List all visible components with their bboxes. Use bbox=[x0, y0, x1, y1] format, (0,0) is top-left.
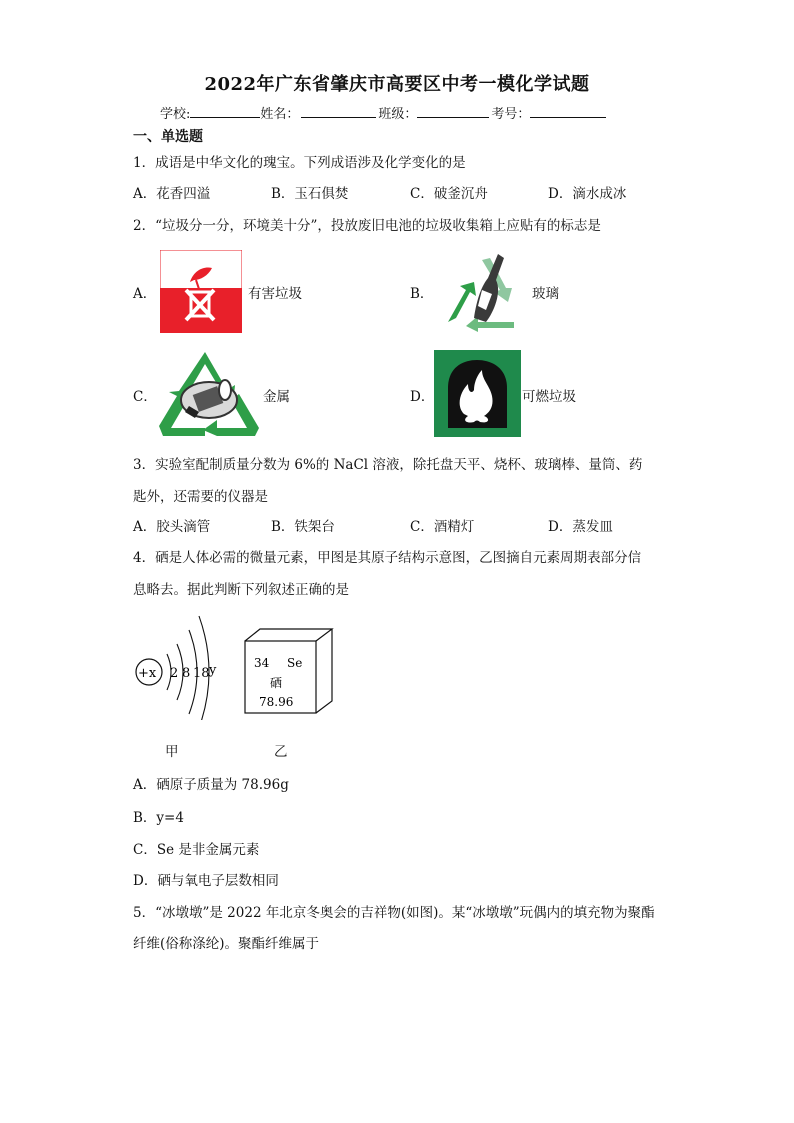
glass-recycle-icon[interactable] bbox=[438, 250, 524, 332]
section-heading: 一、单选题 bbox=[133, 129, 203, 145]
shell-3-electrons: 18 bbox=[193, 666, 210, 681]
q4-stem-line2: 息略去。据此判断下列叙述正确的是 bbox=[133, 582, 349, 598]
q5-stem-line2: 纤维(俗称涤纶)。聚酯纤维属于 bbox=[133, 936, 320, 952]
q1-stem: 1．成语是中华文化的瑰宝。下列成语涉及化学变化的是 bbox=[133, 155, 466, 171]
diagram-caption-jia: 甲 bbox=[165, 744, 179, 760]
class-label: 班级： bbox=[378, 107, 418, 122]
shell-1-electrons: 2 bbox=[170, 666, 179, 681]
combustible-waste-icon[interactable] bbox=[434, 350, 521, 437]
q2-option-b-prefix[interactable]: B． bbox=[410, 286, 434, 302]
q4-option-c[interactable]: C．Se 是非金属元素 bbox=[133, 842, 260, 858]
q2-option-d-prefix[interactable]: D． bbox=[410, 389, 435, 405]
q3-stem-line2: 匙外，还需要的仪器是 bbox=[133, 489, 268, 505]
atom-structure-diagram bbox=[133, 610, 233, 720]
q2-option-b-label: 玻璃 bbox=[532, 286, 559, 302]
q1-option-c[interactable]: C．破釜沉舟 bbox=[410, 186, 488, 202]
name-label: 姓名： bbox=[260, 107, 300, 122]
q2-stem: 2．“垃圾分一分，环境美十分”，投放废旧电池的垃圾收集箱上应贴有的标志是 bbox=[133, 218, 601, 234]
q4-option-d[interactable]: D．硒与氧电子层数相同 bbox=[133, 873, 279, 889]
exam-no-label: 考号： bbox=[491, 107, 531, 122]
q3-option-b[interactable]: B．铁架台 bbox=[271, 519, 335, 535]
shell-2-electrons: 8 bbox=[182, 666, 191, 681]
q1-option-d[interactable]: D．滴水成冰 bbox=[548, 186, 627, 202]
q1-option-a[interactable]: A．花香四溢 bbox=[133, 186, 211, 202]
q3-option-a[interactable]: A．胶头滴管 bbox=[133, 519, 211, 535]
q2-option-d-label: 可燃垃圾 bbox=[522, 389, 576, 405]
q5-stem-line1: 5．“冰墩墩”是 2022 年北京冬奥会的吉祥物(如图)。某“冰墩墩”玩偶内的填充物为聚酯 bbox=[133, 905, 655, 921]
element-symbol: Se bbox=[287, 656, 303, 670]
school-label: 学校: bbox=[160, 107, 191, 122]
q2-option-c-prefix[interactable]: C． bbox=[133, 389, 157, 405]
hazardous-waste-icon[interactable] bbox=[160, 250, 242, 333]
page-title: 2022年广东省肇庆市高要区中考一模化学试题 bbox=[204, 74, 590, 95]
element-name: 硒 bbox=[270, 676, 283, 690]
q4-option-b[interactable]: B．y=4 bbox=[133, 810, 184, 826]
school-blank[interactable] bbox=[190, 105, 260, 118]
diagram-caption-yi: 乙 bbox=[274, 744, 288, 760]
metal-recycle-icon[interactable] bbox=[155, 350, 261, 436]
periodic-table-cell bbox=[244, 627, 336, 717]
q2-option-a-prefix[interactable]: A． bbox=[133, 286, 157, 302]
exam-no-blank[interactable] bbox=[530, 105, 606, 118]
shell-4-electrons: y bbox=[209, 663, 217, 678]
student-info-line bbox=[160, 103, 606, 122]
name-blank[interactable] bbox=[301, 105, 376, 118]
q3-option-d[interactable]: D．蒸发皿 bbox=[548, 519, 613, 535]
atomic-mass: 78.96 bbox=[259, 695, 294, 709]
q4-option-a[interactable]: A．硒原子质量为 78.96g bbox=[133, 777, 289, 793]
nucleus-charge-label: +x bbox=[138, 666, 157, 681]
q1-option-b[interactable]: B．玉石俱焚 bbox=[271, 186, 349, 202]
q2-option-a-label: 有害垃圾 bbox=[248, 286, 302, 302]
class-blank[interactable] bbox=[417, 105, 489, 118]
q3-option-c[interactable]: C．酒精灯 bbox=[410, 519, 475, 535]
q2-option-c-label: 金属 bbox=[263, 389, 290, 405]
q3-stem-line1: 3．实验室配制质量分数为 6%的 NaCl 溶液，除托盘天平、烧杯、玻璃棒、量筒、药 bbox=[133, 457, 643, 473]
q4-stem-line1: 4．硒是人体必需的微量元素，甲图是其原子结构示意图，乙图摘自元素周期表部分信 bbox=[133, 550, 642, 566]
atomic-number: 34 bbox=[254, 656, 270, 670]
